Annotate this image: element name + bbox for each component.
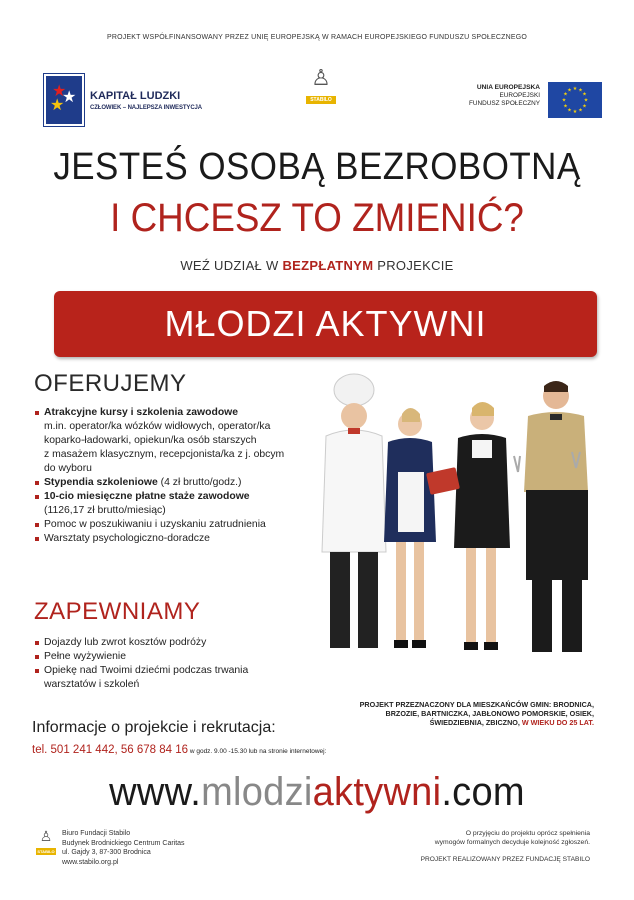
footer-note <box>330 829 590 864</box>
svg-text:★: ★ <box>572 86 578 92</box>
target-line-1: PROJEKT PRZEZNACZONY DLA MIESZKAŃCÓW GMIN: BRODNICA, <box>359 700 594 709</box>
svg-text:★: ★ <box>582 103 587 110</box>
address-line: Budynek Brodnickiego Centrum Caritas <box>62 839 185 847</box>
stabilo-logo <box>306 66 336 126</box>
eu-line-3: FUNDUSZ SPOŁECZNY <box>468 100 540 107</box>
target-line-3: ŚWIEDZIEBNIA, ZBICZNO, W WIEKU DO 25 LAT. <box>429 718 594 727</box>
stabilo-figure-icon: ♙ <box>39 828 53 844</box>
kapital-ludzki-logo <box>44 74 234 126</box>
svg-text:★: ★ <box>567 87 572 94</box>
list-item-sub: do wyboru <box>44 463 92 474</box>
svg-text:★: ★ <box>572 109 578 115</box>
eu-text <box>469 84 540 108</box>
svg-text:★: ★ <box>563 103 568 110</box>
svg-text:★: ★ <box>563 91 568 98</box>
list-item: 10-cio miesięczne płatne staże zawodowe <box>34 490 324 504</box>
maid-figure <box>384 408 436 648</box>
info-heading: Informacje o projekcie i rekrutacja: <box>32 719 276 736</box>
footer-note-line: O przyjęciu do projektu oprócz spełnienia <box>465 830 590 837</box>
phone-hours: w godz. 9.00 -15.30 lub na stronie internetowej: <box>188 748 327 755</box>
eu-logo <box>462 82 602 120</box>
stabilo-figure-icon: ♙ <box>311 65 331 90</box>
headline-line-3-post: PROJEKCIE <box>373 258 454 273</box>
phone-line <box>32 744 326 756</box>
kapital-ludzki-title: KAPITAŁ LUDZKI <box>90 90 181 102</box>
eu-line-1: UNIA EUROPEJSKA <box>476 84 540 91</box>
address-line: ul. Gajdy 3, 87-300 Brodnica <box>62 849 151 857</box>
list-item: Opiekę nad Twoimi dziećmi podczas trwania <box>34 664 324 678</box>
list-item-sub: m.in. operator/ka wózków widłowych, operator/ka <box>44 421 271 432</box>
project-name-banner <box>54 291 597 357</box>
target-line-2: BRZOZIE, BARTNICZKA, JABŁONOWO POMORSKIE, OSIEK, <box>385 709 594 718</box>
list-item: Warsztaty psychologiczno-doradcze <box>34 532 324 546</box>
footer-note-line: wymogów formalnych decyduje kolejność zgłoszeń. <box>434 839 590 846</box>
offer-list <box>34 406 324 546</box>
chef-figure <box>322 374 386 648</box>
footer-website-link[interactable]: www.stabilo.org.pl <box>62 858 119 866</box>
offer-title: OFERUJEMY <box>34 370 187 397</box>
eu-line-2: EUROPEJSKI <box>499 92 540 99</box>
list-item: Stypendia szkoleniowe (4 zł brutto/godz.) <box>34 476 324 490</box>
list-item: Pomoc w poszukiwaniu i uzyskaniu zatrudnienia <box>34 518 324 532</box>
kapital-ludzki-subtitle: CZŁOWIEK – NAJLEPSZA INWESTYCJA <box>90 105 203 111</box>
eu-flag-icon <box>548 82 602 118</box>
svg-text:★: ★ <box>578 107 583 114</box>
svg-text:★: ★ <box>582 91 587 98</box>
list-item: Atrakcyjne kursy i szkolenia zawodowe <box>34 406 324 420</box>
headline-line-2: I CHCESZ TO ZMIENIĆ? <box>110 196 524 240</box>
headline-line-1: JESTEŚ OSOBĄ BEZROBOTNĄ <box>53 146 581 188</box>
provide-list <box>34 636 324 692</box>
phone-numbers: tel. 501 241 442, 56 678 84 16 <box>32 744 189 756</box>
provide-title: ZAPEWNIAMY <box>34 598 201 625</box>
svg-text:★: ★ <box>567 107 572 114</box>
website-url[interactable]: www.mlodziaktywni.com <box>109 770 525 814</box>
svg-text:★: ★ <box>583 97 589 104</box>
headline-line-3-pre: WEŹ UDZIAŁ W <box>180 258 283 273</box>
address-line: Biuro Fundacji Stabilo <box>62 830 131 837</box>
list-item-sub: z masażem klasycznym, recepcjonista/ka z j. obcym <box>44 449 285 460</box>
list-item-sub: warsztatów i szkoleń <box>44 679 140 690</box>
kapital-ludzki-flag-icon: ★ ★ ★ <box>44 74 84 126</box>
svg-text:★: ★ <box>561 97 567 104</box>
list-item: Dojazdy lub zwrot kosztów podróży <box>34 636 324 650</box>
headline-line-3 <box>0 258 634 273</box>
workers-photo <box>306 372 596 660</box>
footer-address <box>62 829 185 867</box>
target-audience <box>290 700 594 727</box>
stabilo-label: STABILO <box>37 849 55 854</box>
waitress-figure <box>426 402 510 650</box>
list-item-sub: koparko-ładowarki, opiekun/ka osób starszych <box>44 435 257 446</box>
list-item-sub: (1126,17 zł brutto/miesiąc) <box>44 505 166 516</box>
footer-realized-by: PROJEKT REALIZOWANY PRZEZ FUNDACJĘ STABILO <box>420 856 590 863</box>
waiter-figure <box>514 381 588 652</box>
svg-text:★: ★ <box>578 87 583 94</box>
headline-line-3-red: BEZPŁATNYM <box>282 258 374 273</box>
list-item: Pełne wyżywienie <box>34 650 324 664</box>
footer-stabilo-logo <box>36 828 56 872</box>
stabilo-label: STABILO <box>306 96 336 104</box>
cofinancing-note: PROJEKT WSPÓŁFINANSOWANY PRZEZ UNIĘ EUROPEJSKĄ W RAMACH EUROPEJSKIEGO FUNDUSZU SPOŁECZNEGO <box>106 34 528 41</box>
project-name: MŁODZI AKTYWNI <box>164 303 487 344</box>
